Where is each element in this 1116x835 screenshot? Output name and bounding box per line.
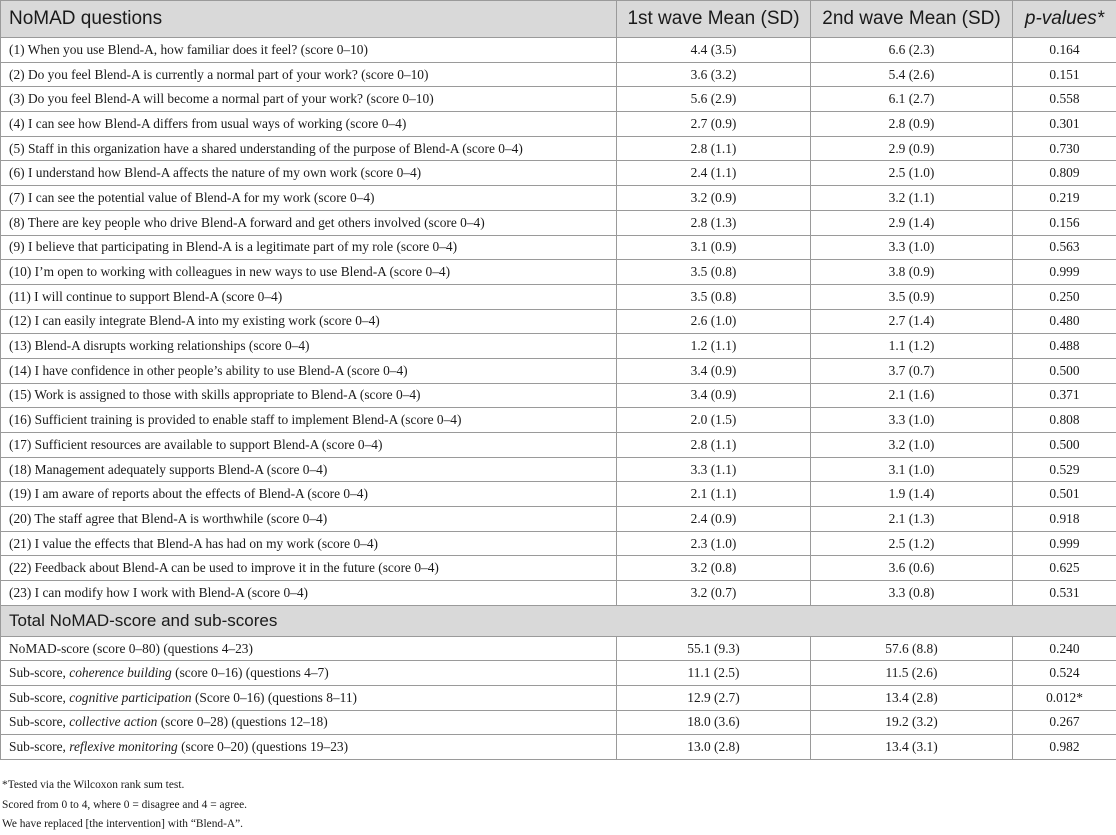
first-wave-value: 3.4 (0.9) [617, 383, 811, 408]
second-wave-value: 3.3 (1.0) [811, 235, 1013, 260]
p-value: 0.240 [1013, 636, 1116, 661]
second-wave-value: 2.8 (0.9) [811, 112, 1013, 137]
first-wave-value: 3.2 (0.7) [617, 581, 811, 606]
first-wave-value: 1.2 (1.1) [617, 334, 811, 359]
question-row [1, 38, 1116, 63]
question-text: (11) I will continue to support Blend-A (score 0–4) [1, 284, 617, 309]
p-value: 0.999 [1013, 531, 1116, 556]
question-row [1, 62, 1116, 87]
p-value: 0.730 [1013, 136, 1116, 161]
p-value: 0.156 [1013, 210, 1116, 235]
question-text: (1) When you use Blend-A, how familiar does it feel? (score 0–10) [1, 38, 617, 63]
score-label-suffix: (score 0–28) (questions 12–18) [157, 714, 328, 730]
second-wave-value: 1.1 (1.2) [811, 334, 1013, 359]
p-value: 0.625 [1013, 556, 1116, 581]
first-wave-value: 2.1 (1.1) [617, 482, 811, 507]
question-row [1, 260, 1116, 285]
question-text: (17) Sufficient resources are available to support Blend-A (score 0–4) [1, 433, 617, 458]
p-value: 0.808 [1013, 408, 1116, 433]
question-row [1, 161, 1116, 186]
footnote-replacement: We have replaced [the intervention] with “Blend-A”. [2, 818, 244, 830]
score-label [1, 735, 617, 760]
first-wave-value: 4.4 (3.5) [617, 38, 811, 63]
first-wave-value: 2.7 (0.9) [617, 112, 811, 137]
first-wave-value: 2.4 (0.9) [617, 507, 811, 532]
p-value: 0.558 [1013, 87, 1116, 112]
p-value: 0.500 [1013, 358, 1116, 383]
p-value: 0.488 [1013, 334, 1116, 359]
footnote-scoring: Scored from 0 to 4, where 0 = disagree and 4 = agree. [2, 798, 248, 811]
score-row [1, 661, 1116, 686]
score-label [1, 661, 617, 686]
first-wave-value: 2.8 (1.3) [617, 210, 811, 235]
first-wave-value: 3.2 (0.8) [617, 556, 811, 581]
header-row [1, 1, 1116, 38]
second-wave-value: 2.5 (1.0) [811, 161, 1013, 186]
score-label-prefix: Sub-score, [9, 665, 70, 681]
second-wave-value: 19.2 (3.2) [811, 710, 1013, 735]
score-label-prefix: Sub-score, [9, 689, 70, 705]
header-questions: NoMAD questions [1, 1, 617, 38]
header-second-wave: 2nd wave Mean (SD) [811, 1, 1013, 38]
question-row [1, 309, 1116, 334]
question-text: (18) Management adequately supports Blend-A (score 0–4) [1, 457, 617, 482]
p-value: 0.809 [1013, 161, 1116, 186]
first-wave-value: 18.0 (3.6) [617, 710, 811, 735]
question-text: (6) I understand how Blend-A affects the nature of my own work (score 0–4) [1, 161, 617, 186]
first-wave-value: 55.1 (9.3) [617, 636, 811, 661]
question-row [1, 408, 1116, 433]
question-text: (4) I can see how Blend-A differs from usual ways of working (score 0–4) [1, 112, 617, 137]
question-text: (13) Blend-A disrupts working relationships (score 0–4) [1, 334, 617, 359]
first-wave-value: 2.8 (1.1) [617, 433, 811, 458]
second-wave-value: 3.7 (0.7) [811, 358, 1013, 383]
question-text: (10) I’m open to working with colleagues in new ways to use Blend-A (score 0–4) [1, 260, 617, 285]
second-wave-value: 2.1 (1.3) [811, 507, 1013, 532]
p-value: 0.529 [1013, 457, 1116, 482]
p-value: 0.500 [1013, 433, 1116, 458]
p-value: 0.301 [1013, 112, 1116, 137]
p-value: 0.524 [1013, 661, 1116, 686]
first-wave-value: 2.4 (1.1) [617, 161, 811, 186]
second-wave-value: 3.3 (1.0) [811, 408, 1013, 433]
score-label-prefix: NoMAD-score (score 0–80) (questions 4–23) [9, 640, 253, 656]
question-row [1, 87, 1116, 112]
second-wave-value: 2.7 (1.4) [811, 309, 1013, 334]
second-wave-value: 13.4 (3.1) [811, 735, 1013, 760]
scores-body [1, 636, 1116, 759]
first-wave-value: 3.2 (0.9) [617, 186, 811, 211]
p-value: 0.371 [1013, 383, 1116, 408]
score-label-subscale: cognitive participation [69, 689, 192, 705]
first-wave-value: 11.1 (2.5) [617, 661, 811, 686]
second-wave-value: 3.1 (1.0) [811, 457, 1013, 482]
first-wave-value: 3.5 (0.8) [617, 260, 811, 285]
second-wave-value: 6.1 (2.7) [811, 87, 1013, 112]
question-row [1, 457, 1116, 482]
score-label-prefix: Sub-score, [9, 714, 70, 730]
score-label-subscale: reflexive monitoring [69, 738, 178, 754]
first-wave-value: 12.9 (2.7) [617, 686, 811, 711]
score-label [1, 710, 617, 735]
question-row [1, 433, 1116, 458]
question-text: (3) Do you feel Blend-A will become a normal part of your work? (score 0–10) [1, 87, 617, 112]
second-wave-value: 2.5 (1.2) [811, 531, 1013, 556]
question-text: (20) The staff agree that Blend-A is worthwhile (score 0–4) [1, 507, 617, 532]
score-row [1, 686, 1116, 711]
first-wave-value: 3.1 (0.9) [617, 235, 811, 260]
p-value: 0.267 [1013, 710, 1116, 735]
second-wave-value: 3.3 (0.8) [811, 581, 1013, 606]
header-p-values-label: p-values* [1024, 8, 1105, 29]
score-label-subscale: collective action [69, 714, 158, 730]
question-row [1, 112, 1116, 137]
p-value: 0.918 [1013, 507, 1116, 532]
question-text: (23) I can modify how I work with Blend-A (score 0–4) [1, 581, 617, 606]
question-text: (14) I have confidence in other people’s ability to use Blend-A (score 0–4) [1, 358, 617, 383]
p-value: 0.151 [1013, 62, 1116, 87]
question-text: (19) I am aware of reports about the effects of Blend-A (score 0–4) [1, 482, 617, 507]
first-wave-value: 3.4 (0.9) [617, 358, 811, 383]
question-text: (2) Do you feel Blend-A is currently a normal part of your work? (score 0–10) [1, 62, 617, 87]
footnote-wilcoxon: *Tested via the Wilcoxon rank sum test. [2, 779, 185, 791]
second-wave-value: 5.4 (2.6) [811, 62, 1013, 87]
first-wave-value: 13.0 (2.8) [617, 735, 811, 760]
section-body [1, 605, 1116, 636]
question-text: (16) Sufficient training is provided to enable staff to implement Blend-A (score 0–4) [1, 408, 617, 433]
second-wave-value: 3.8 (0.9) [811, 260, 1013, 285]
score-row [1, 735, 1116, 760]
first-wave-value: 5.6 (2.9) [617, 87, 811, 112]
first-wave-value: 2.6 (1.0) [617, 309, 811, 334]
question-row [1, 235, 1116, 260]
question-text: (7) I can see the potential value of Blend-A for my work (score 0–4) [1, 186, 617, 211]
question-row [1, 507, 1116, 532]
first-wave-value: 2.8 (1.1) [617, 136, 811, 161]
second-wave-value: 6.6 (2.3) [811, 38, 1013, 63]
score-row [1, 636, 1116, 661]
score-label-prefix: Sub-score, [9, 738, 70, 754]
question-text: (9) I believe that participating in Blend-A is a legitimate part of my role (score 0–4) [1, 235, 617, 260]
score-label-suffix: (score 0–20) (questions 19–23) [177, 738, 349, 754]
second-wave-value: 3.5 (0.9) [811, 284, 1013, 309]
first-wave-value: 3.3 (1.1) [617, 457, 811, 482]
question-row [1, 358, 1116, 383]
p-value: 0.012* [1013, 686, 1116, 711]
second-wave-value: 3.2 (1.0) [811, 433, 1013, 458]
question-row [1, 531, 1116, 556]
second-wave-value: 2.9 (1.4) [811, 210, 1013, 235]
table-header [1, 1, 1116, 38]
question-row [1, 383, 1116, 408]
question-row [1, 136, 1116, 161]
question-row [1, 334, 1116, 359]
score-label-subscale: coherence building [69, 665, 172, 681]
p-value: 0.501 [1013, 482, 1116, 507]
header-p-values [1013, 1, 1116, 38]
score-label [1, 636, 617, 661]
first-wave-value: 3.6 (3.2) [617, 62, 811, 87]
question-row [1, 284, 1116, 309]
section-title: Total NoMAD-score and sub-scores [1, 605, 1116, 636]
score-row [1, 710, 1116, 735]
second-wave-value: 3.2 (1.1) [811, 186, 1013, 211]
p-value: 0.563 [1013, 235, 1116, 260]
question-row [1, 482, 1116, 507]
question-text: (5) Staff in this organization have a shared understanding of the purpose of Blend-A (score 0–4) [1, 136, 617, 161]
score-label [1, 686, 617, 711]
p-value: 0.219 [1013, 186, 1116, 211]
question-row [1, 210, 1116, 235]
question-text: (21) I value the effects that Blend-A has had on my work (score 0–4) [1, 531, 617, 556]
question-text: (12) I can easily integrate Blend-A into my existing work (score 0–4) [1, 309, 617, 334]
table-footnotes [0, 776, 247, 835]
p-value: 0.531 [1013, 581, 1116, 606]
score-label-suffix: (Score 0–16) (questions 8–11) [191, 689, 357, 705]
question-row [1, 186, 1116, 211]
p-value: 0.999 [1013, 260, 1116, 285]
questions-body [1, 38, 1116, 606]
section-row [1, 605, 1116, 636]
first-wave-value: 2.0 (1.5) [617, 408, 811, 433]
p-value: 0.164 [1013, 38, 1116, 63]
question-text: (15) Work is assigned to those with skills appropriate to Blend-A (score 0–4) [1, 383, 617, 408]
second-wave-value: 57.6 (8.8) [811, 636, 1013, 661]
p-value: 0.982 [1013, 735, 1116, 760]
second-wave-value: 1.9 (1.4) [811, 482, 1013, 507]
question-text: (8) There are key people who drive Blend-A forward and get others involved (score 0–4) [1, 210, 617, 235]
question-row [1, 556, 1116, 581]
question-row [1, 581, 1116, 606]
second-wave-value: 2.9 (0.9) [811, 136, 1013, 161]
first-wave-value: 3.5 (0.8) [617, 284, 811, 309]
first-wave-value: 2.3 (1.0) [617, 531, 811, 556]
second-wave-value: 13.4 (2.8) [811, 686, 1013, 711]
score-label-suffix: (score 0–16) (questions 4–7) [171, 665, 329, 681]
p-value: 0.250 [1013, 284, 1116, 309]
second-wave-value: 3.6 (0.6) [811, 556, 1013, 581]
second-wave-value: 2.1 (1.6) [811, 383, 1013, 408]
second-wave-value: 11.5 (2.6) [811, 661, 1013, 686]
question-text: (22) Feedback about Blend-A can be used to improve it in the future (score 0–4) [1, 556, 617, 581]
header-first-wave: 1st wave Mean (SD) [617, 1, 811, 38]
p-value: 0.480 [1013, 309, 1116, 334]
